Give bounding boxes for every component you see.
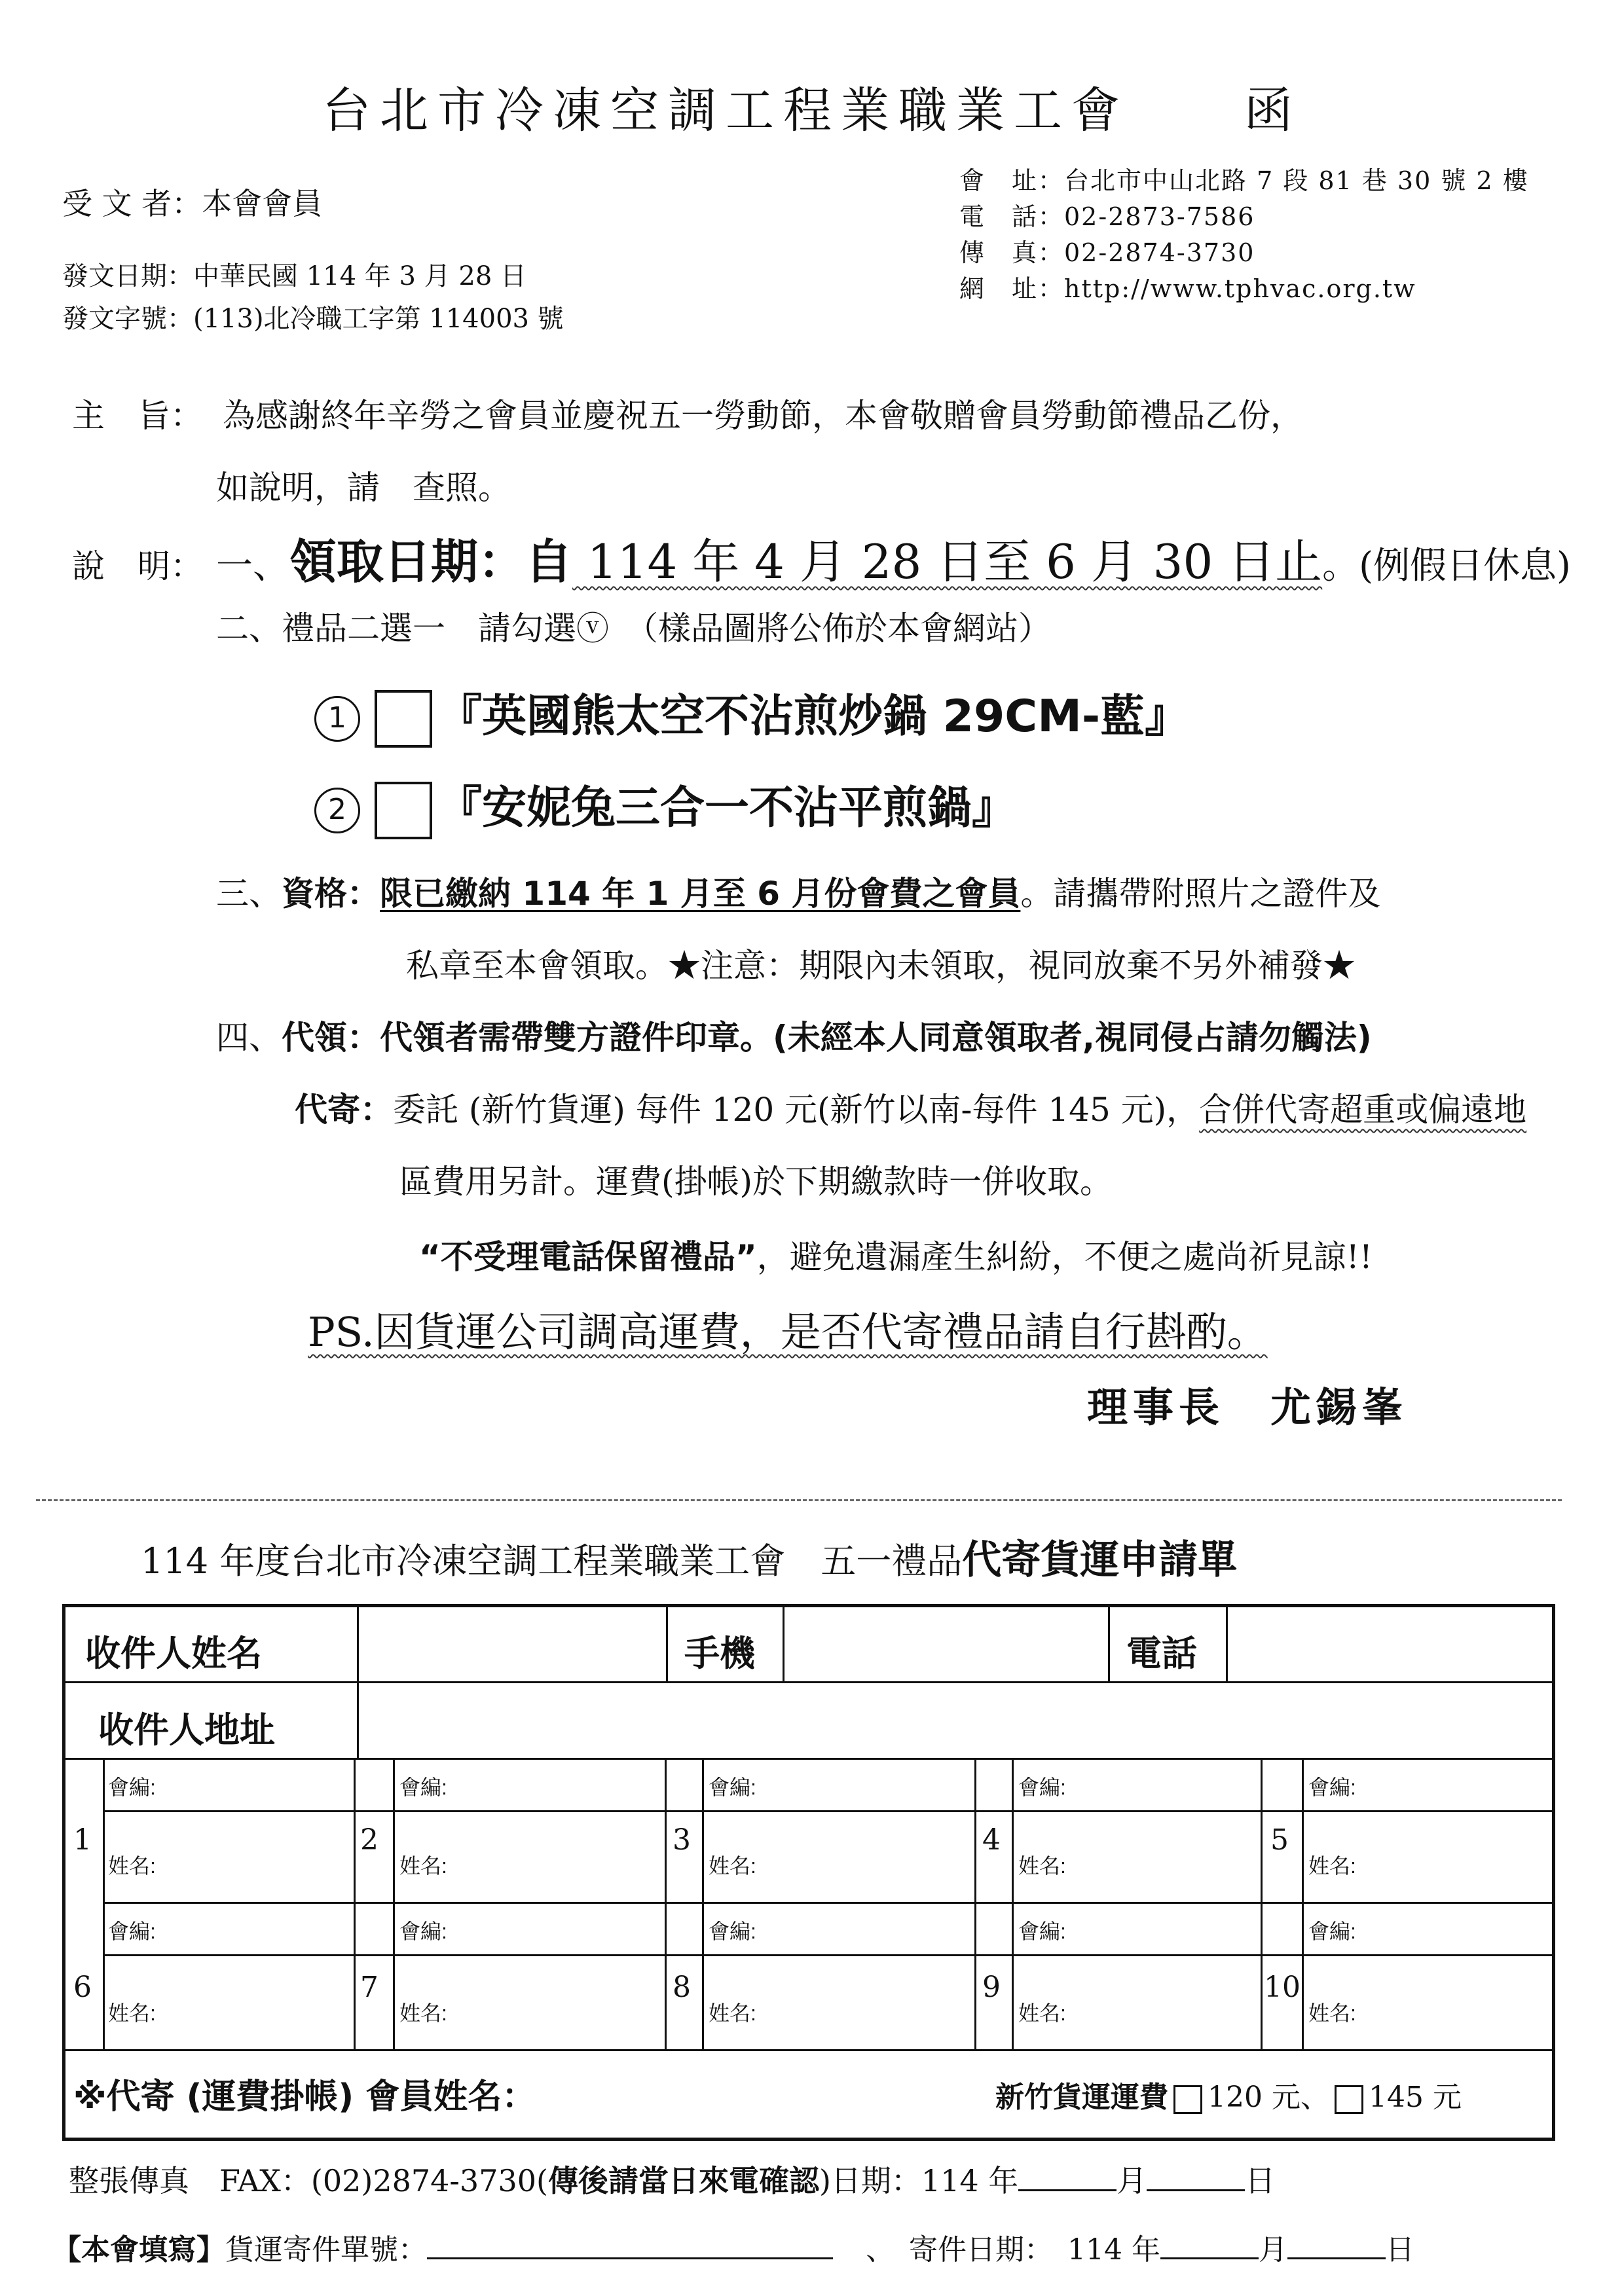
fax-line [69,2157,1275,2200]
slot-number: 1 [73,1823,92,1857]
item3-prefix: 三、 [216,875,282,913]
fax-date-label: )日期：114 年 [819,2163,1019,2198]
form-col-line [1012,1758,1014,2049]
item4-proxy-pickup: 代領：代領者需帶雙方證件印章。(未經本人同意領取者,視同侵占請勿觸法) [282,1019,1372,1057]
shipping-fee-selector [995,2073,1462,2115]
item3 [216,867,1380,915]
form-col-line [1108,1607,1110,1681]
mobile-field[interactable] [786,1609,1107,1680]
item4-ship-note: 合併代寄超重或偏遠地 [1199,1091,1527,1129]
member-no-label[interactable]: 會編: [1018,1776,1066,1799]
form-col-line [1261,1758,1263,2049]
recipient-name-field[interactable] [360,1609,665,1680]
member-no-label[interactable]: 會編: [1308,1920,1356,1943]
slot-number: 4 [982,1823,1001,1857]
recipient-line: 受 文 者：本會會員 [62,186,323,221]
item1-date-range: 114 年 4 月 28 日至 6 月 30 日止 [572,534,1323,589]
form-row-line [103,1954,1552,1956]
item4-prefix: 四、 [216,1019,282,1057]
subject-line-1: 為感謝終年辛勞之會員並慶祝五一勞動節，本會敬贈會員勞動節禮品乙份， [223,397,1303,435]
item3-line-2: 私章至本會領取。★注意：期限內未領取，視同放棄不另外補發★ [406,947,1356,985]
gift-option-1 [314,681,1189,748]
form-title-plain: 114 年度台北市冷凍空調工程業職業工會 五一禮品 [141,1540,963,1582]
fax-prefix: 整張傳真 FAX：(02)2874-3730( [69,2163,548,2198]
form-title [141,1529,1237,1585]
member-no-label[interactable]: 會編: [709,1920,756,1943]
item1 [216,524,1571,592]
phone-label: 電話 [1126,1633,1197,1674]
item3-label: 資格： [282,875,380,913]
form-row-line [65,1758,1552,1760]
union-website[interactable]: 網 址：http://www.tphvac.org.tw [959,274,1416,303]
union-phone: 電 話：02-2873-7586 [959,202,1255,231]
gift-2-label: 『安妮兔三合一不沾平煎鍋』 [437,782,1017,834]
send-month-label: 月 [1258,2233,1287,2267]
issue-date: 發文日期：中華民國 114 年 3 月 28 日 [62,261,526,291]
notice-tail: ，避免遺漏產生糾紛，不便之處尚祈見諒!! [756,1238,1373,1276]
member-name-label[interactable]: 姓名: [709,2001,756,2025]
item4-ship-text: 委託 (新竹貨運) 每件 120 元(新竹以南-每件 145 元)， [393,1091,1200,1129]
member-no-label[interactable]: 會編: [108,1920,156,1943]
member-name-label[interactable]: 姓名: [108,1854,156,1878]
form-col-line [666,1607,668,1681]
cut-line [36,1499,1562,1501]
document-title: 台北市冷凍空調工程業職業工會 函 [322,82,1302,139]
item1-prefix: 一、 [216,545,289,587]
member-name-label[interactable]: 姓名: [1308,2001,1356,2025]
form-row-line [65,1681,1552,1683]
form-row-line [103,1902,1552,1904]
slot-number: 6 [73,1971,92,2004]
union-address: 會 址：台北市中山北路 7 段 81 巷 30 號 2 樓 [959,166,1529,195]
send-month-blank[interactable] [1160,2257,1259,2259]
month-blank[interactable] [1018,2189,1116,2191]
item3-tail: 。請攜帶附照片之證件及 [1020,875,1381,913]
send-day-blank[interactable] [1287,2257,1386,2259]
signature: 理事長 尤錫峯 [1087,1383,1409,1431]
gift-2-checkbox[interactable] [375,782,432,839]
form-col-line [665,1758,667,2049]
recipient-address-label: 收件人地址 [98,1709,275,1751]
form-col-line [393,1758,395,2049]
slot-number: 5 [1270,1823,1289,1857]
day-label: 日 [1245,2163,1276,2198]
notice [419,1231,1373,1278]
member-no-label[interactable]: 會編: [1018,1920,1066,1943]
form-row-line [65,2049,1552,2051]
recipient-address-field[interactable] [360,1685,1549,1757]
form-col-line [974,1758,976,2049]
form-col-line [357,1681,359,1758]
subject-line-2: 如說明，請 查照。 [216,469,511,507]
form-title-bold: 代寄貨運申請單 [962,1537,1238,1583]
gift-2-number: 2 [314,788,360,833]
send-day-label: 日 [1385,2233,1414,2267]
form-col-line [1302,1758,1304,2049]
office-use-line [52,2226,1414,2268]
form-col-line [702,1758,704,2049]
gift-1-number: 1 [314,696,360,742]
member-no-label[interactable]: 會編: [108,1776,156,1799]
member-no-label[interactable]: 會編: [1308,1776,1356,1799]
slot-number: 7 [360,1971,378,2004]
fee-145-checkbox[interactable] [1335,2085,1363,2114]
union-fax: 傳 真：02-2874-3730 [959,238,1255,267]
slot-number: 2 [360,1823,378,1857]
shipping-fee-label: 新竹貨運運費 [995,2081,1168,2114]
form-col-line [783,1607,784,1681]
form-row-line [103,1810,1552,1812]
day-blank[interactable] [1147,2189,1245,2191]
member-name-label[interactable]: 姓名: [1308,1854,1356,1878]
slot-number: 3 [673,1823,691,1857]
item4-shipping [295,1084,1526,1131]
item4 [216,1011,1372,1059]
tracking-number-blank[interactable] [427,2257,833,2259]
gift-1-checkbox[interactable] [375,690,432,748]
form-col-line [357,1607,359,1681]
item1-tail: 。(例假日休息) [1322,545,1571,587]
fee-120-checkbox[interactable] [1173,2085,1202,2114]
shipping-application-form [62,1604,1555,2141]
member-no-label[interactable]: 會編: [399,1776,447,1799]
member-no-label[interactable]: 會編: [709,1776,756,1799]
ps-note: PS.因貨運公司調高運費，是否代寄禮品請自行斟酌。 [308,1308,1268,1356]
form-col-line [103,1758,105,2049]
member-no-label[interactable]: 會編: [399,1920,447,1943]
member-name-label[interactable]: 姓名: [1018,1854,1066,1878]
gift-option-2 [314,773,1016,839]
slot-number: 10 [1264,1971,1301,2004]
recipient-name-label: 收件人姓名 [85,1633,262,1674]
mobile-label: 手機 [684,1633,755,1674]
fee-145-label: 145 元 [1368,2081,1462,2114]
send-date-label: 、 寄件日期： 114 年 [866,2233,1160,2267]
item1-label: 領取日期：自 [289,534,573,589]
member-name-label[interactable]: 姓名: [399,2001,447,2025]
proxy-member-name-label: ※代寄 (運費掛帳) 會員姓名： [73,2077,536,2117]
subject-label: 主 旨： [72,397,203,435]
tracking-label: 貨運寄件單號： [225,2233,427,2267]
item4-ship-label: 代寄： [295,1091,393,1129]
member-name-label[interactable]: 姓名: [399,1854,447,1878]
explain-label: 說 明： [72,547,203,585]
member-name-label[interactable]: 姓名: [108,2001,156,2025]
fax-confirm-note: 傳後請當日來電確認 [547,2163,819,2198]
document-number: 發文字號：(113)北冷職工字第 114003 號 [62,304,564,334]
gift-1-label: 『英國熊太空不沾煎炒鍋 29CM-藍』 [437,691,1190,742]
month-label: 月 [1116,2163,1147,2198]
form-col-line [354,1758,356,2049]
phone-field[interactable] [1229,1609,1550,1680]
item3-qualification: 限已繳納 114 年 1 月至 6 月份會費之會員 [380,875,1021,913]
notice-bold: “不受理電話保留禮品” [419,1238,757,1276]
member-name-label[interactable]: 姓名: [709,1854,756,1878]
member-name-label[interactable]: 姓名: [1018,2001,1066,2025]
form-col-line [1226,1607,1228,1681]
item4-line-3: 區費用另計。運費(掛帳)於下期繳款時一併收取。 [399,1163,1113,1201]
fee-120-label: 120 元、 [1208,2081,1329,2114]
slot-number: 9 [982,1971,1001,2004]
slot-number: 8 [673,1971,691,2004]
office-use-label: 【本會填寫】 [52,2233,225,2267]
item2: 二、禮品二選一 請勾選ⓥ （樣品圖將公佈於本會網站） [216,610,1051,647]
